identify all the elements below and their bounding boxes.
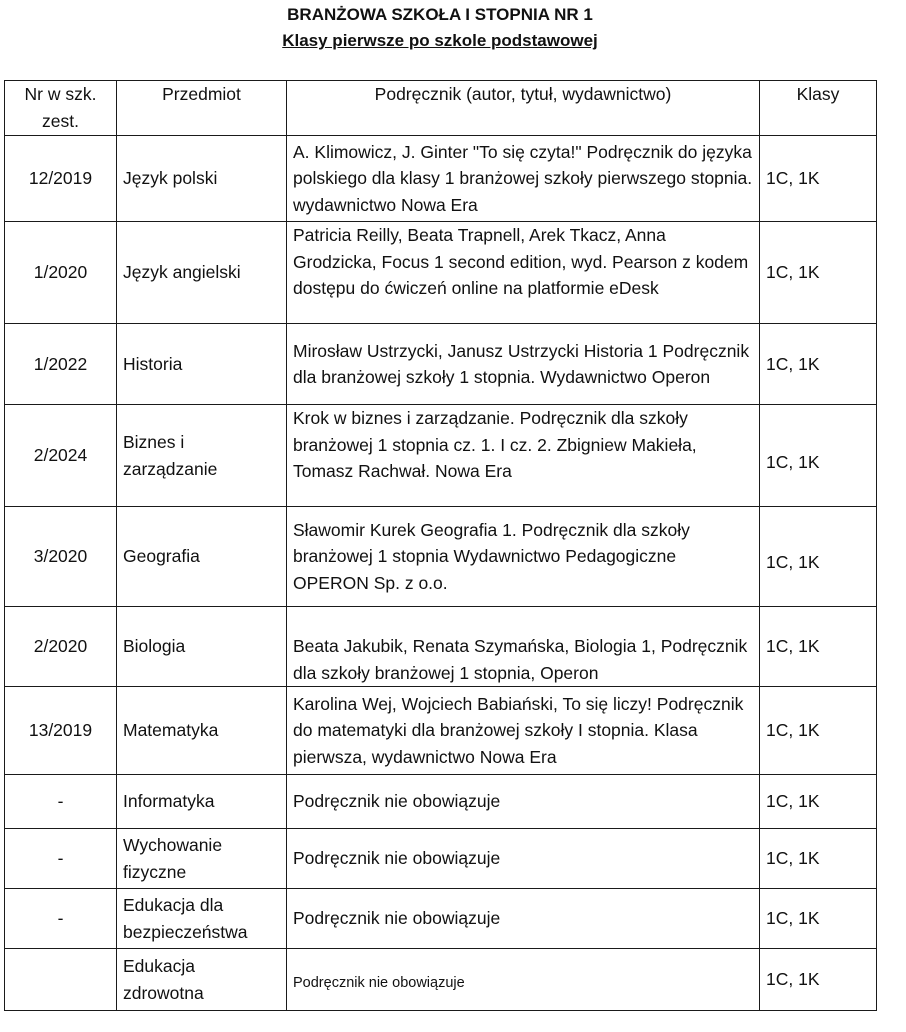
row-nr: 13/2019 (5, 687, 117, 775)
row-book: A. Klimowicz, J. Ginter "To się czyta!" Podręcznik do języka polskiego dla klasy 1 branżowej szkoły pierwszego stopnia. wydawnictwo Nowa Era (287, 136, 760, 222)
document-title: BRANŻOWA SZKOŁA I STOPNIA NR 1 (287, 5, 593, 24)
row-classes: 1C, 1K (760, 136, 877, 222)
row-classes: 1C, 1K (760, 507, 877, 607)
table-row (5, 607, 877, 687)
table-row (5, 829, 877, 889)
table-row (5, 136, 877, 222)
table-row (5, 889, 877, 949)
row-classes: 1C, 1K (760, 775, 877, 829)
row-subject: Geografia (117, 507, 287, 607)
row-subject: Informatyka (117, 775, 287, 829)
row-book: Patricia Reilly, Beata Trapnell, Arek Tkacz, Anna Grodzicka, Focus 1 second edition, wyd. Pearson z kodem dostępu do ćwiczeń online na platformie eDesk (287, 222, 760, 324)
row-classes: 1C, 1K (760, 222, 877, 324)
row-nr: - (5, 775, 117, 829)
table-row (5, 949, 877, 1011)
row-subject: Historia (117, 324, 287, 405)
table-row (5, 687, 877, 775)
row-book: Podręcznik nie obowiązuje (287, 829, 760, 889)
row-classes: 1C, 1K (760, 829, 877, 889)
header-classes: Klasy (760, 81, 877, 136)
row-classes: 1C, 1K (760, 687, 877, 775)
table-row (5, 405, 877, 507)
table-row (5, 507, 877, 607)
row-nr: 3/2020 (5, 507, 117, 607)
row-book: Podręcznik nie obowiązuje (287, 889, 760, 949)
row-subject: Matematyka (117, 687, 287, 775)
table-row (5, 324, 877, 405)
row-subject: Wychowanie fizyczne (117, 829, 287, 889)
row-nr: - (5, 889, 117, 949)
document-subtitle: Klasy pierwsze po szkole podstawowej (282, 31, 598, 50)
table-header-row (5, 81, 877, 136)
row-subject: Biologia (117, 607, 287, 687)
row-classes: 1C, 1K (760, 405, 877, 507)
row-book: Karolina Wej, Wojciech Babiański, To się liczy! Podręcznik do matematyki dla branżowej szkoły I stopnia. Klasa pierwsza, wydawnictwo Nowa Era (287, 687, 760, 775)
row-nr (5, 949, 117, 1011)
header-nr: Nr w szk. zest. (5, 81, 117, 136)
row-book: Krok w biznes i zarządzanie. Podręcznik dla szkoły branżowej 1 stopnia cz. 1. I cz. 2. Zbigniew Makieła, Tomasz Rachwał. Nowa Era (287, 405, 760, 507)
row-classes: 1C, 1K (760, 889, 877, 949)
row-nr: - (5, 829, 117, 889)
row-subject: Edukacja zdrowotna (117, 949, 287, 1011)
textbook-table (4, 80, 877, 1011)
row-book: Sławomir Kurek Geografia 1. Podręcznik dla szkoły branżowej 1 stopnia Wydawnictwo Pedagogiczne OPERON Sp. z o.o. (287, 507, 760, 607)
table-row (5, 775, 877, 829)
row-subject: Język polski (117, 136, 287, 222)
row-subject: Język angielski (117, 222, 287, 324)
row-nr: 1/2020 (5, 222, 117, 324)
header-book: Podręcznik (autor, tytuł, wydawnictwo) (287, 81, 760, 136)
header-subject: Przedmiot (117, 81, 287, 136)
row-classes: 1C, 1K (760, 607, 877, 687)
row-classes: 1C, 1K (760, 949, 877, 1011)
row-book: Podręcznik nie obowiązuje (287, 949, 760, 1011)
row-subject: Edukacja dla bezpieczeństwa (117, 889, 287, 949)
row-nr: 2/2024 (5, 405, 117, 507)
row-book: Beata Jakubik, Renata Szymańska, Biologia 1, Podręcznik dla szkoły branżowej 1 stopnia, Operon (287, 607, 760, 687)
row-nr: 2/2020 (5, 607, 117, 687)
row-classes: 1C, 1K (760, 324, 877, 405)
row-nr: 12/2019 (5, 136, 117, 222)
row-book: Podręcznik nie obowiązuje (287, 775, 760, 829)
row-book: Mirosław Ustrzycki, Janusz Ustrzycki Historia 1 Podręcznik dla branżowej szkoły 1 stopnia. Wydawnictwo Operon (287, 324, 760, 405)
table-row (5, 222, 877, 324)
row-subject: Biznes i zarządzanie (117, 405, 287, 507)
row-nr: 1/2022 (5, 324, 117, 405)
